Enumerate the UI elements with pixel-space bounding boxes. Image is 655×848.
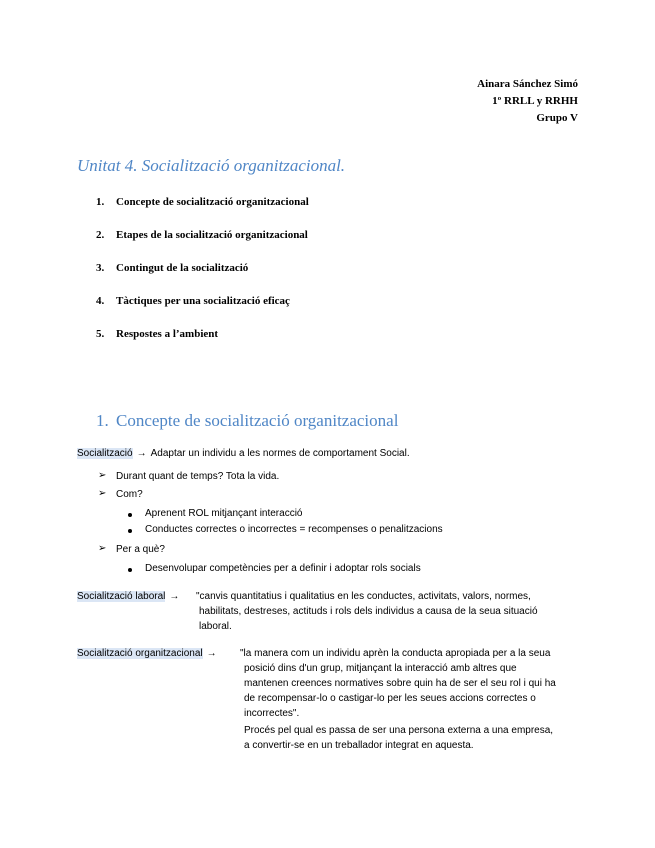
section-heading [96, 411, 398, 431]
toc-number: 2. [96, 229, 105, 241]
author-name: Ainara Sánchez Simó [477, 78, 578, 90]
section-number: 1. [96, 411, 109, 430]
term-highlight: Socialització [77, 448, 133, 459]
arrowhead-bullet-icon: ➢ [98, 543, 107, 554]
definition-line: incorrectes". [244, 708, 300, 719]
laboral-definition [196, 589, 538, 634]
bullet-dot-icon [128, 568, 132, 572]
how-item-1: Aprenent ROL mitjançant interacció [145, 508, 303, 519]
arrowhead-bullet-icon: ➢ [98, 488, 107, 499]
toc-label: Etapes de la socialització organitzacional [116, 229, 308, 241]
section-title: Concepte de socialització organitzacional [116, 411, 399, 430]
organitzacional-definition [240, 646, 556, 721]
term-highlight: Socialització organitzacional [77, 648, 203, 659]
author-group: Grupo V [536, 112, 578, 124]
process-line: a convertir-se en un treballador integrat en aquesta. [244, 740, 474, 751]
question-why: Per a què? [116, 544, 165, 555]
right-arrow-icon: → [206, 648, 217, 659]
definition-line: laboral. [199, 621, 232, 632]
right-arrow-icon: → [136, 448, 147, 459]
laboral-term-line [77, 591, 183, 602]
unit-title: Unitat 4. Socialització organitzacional. [77, 156, 346, 175]
definition-line: "canvis quantitatius i qualitatius en les conductes, activitats, valors, normes, [196, 591, 531, 602]
toc-item-1 [96, 196, 309, 229]
process-line: Procés pel qual es passa de ser una persona externa a una empresa, [244, 725, 554, 736]
author-course: 1º RRLL y RRHH [492, 95, 578, 107]
socialitzacio-definition [77, 448, 410, 459]
toc-number: 1. [96, 196, 105, 208]
toc-item-3 [96, 262, 309, 295]
right-arrow-icon: → [169, 591, 180, 602]
toc-label: Tàctiques per una socialització eficaç [116, 295, 290, 307]
arrowhead-bullet-icon: ➢ [98, 470, 107, 481]
term-highlight: Socialització laboral [77, 591, 166, 602]
question-how: Com? [116, 489, 143, 500]
toc-item-2 [96, 229, 309, 262]
bullet-dot-icon [128, 529, 132, 533]
definition-line: de recompensar-lo o castigar-lo per les seues accions correctes o [244, 693, 536, 704]
toc-number: 3. [96, 262, 105, 274]
definition-text: Adaptar un individu a les normes de comportament Social. [150, 448, 410, 459]
definition-line: mantenen creences normatives sobre quin ha de ser el seu rol i qui ha [244, 678, 556, 689]
organitzacional-term-line [77, 648, 221, 659]
toc-number: 5. [96, 328, 105, 340]
question-duration: Durant quant de temps? Tota la vida. [116, 471, 280, 482]
definition-line: posició dins d'un grup, mitjançant la interacció amb altres que [244, 663, 517, 674]
toc-label: Concepte de socialització organitzacional [116, 196, 309, 208]
author-block [477, 76, 578, 127]
toc-label: Respostes a l’ambient [116, 328, 219, 340]
process-description [244, 723, 553, 753]
why-item-1: Desenvolupar competències per a definir i adoptar rols socials [145, 563, 421, 574]
toc-item-4 [96, 295, 309, 328]
toc-number: 4. [96, 295, 105, 307]
table-of-contents [96, 196, 309, 361]
toc-item-5 [96, 328, 309, 361]
bullet-dot-icon [128, 513, 132, 517]
definition-line: habilitats, destreses, actituds i rols dels individus a causa de la seua situació [199, 606, 538, 617]
how-item-2: Conductes correctes o incorrectes = recompenses o penalitzacions [145, 524, 443, 535]
toc-label: Contingut de la socialització [116, 262, 249, 274]
definition-line: "la manera com un individu aprèn la conducta apropiada per a la seua [240, 648, 551, 659]
